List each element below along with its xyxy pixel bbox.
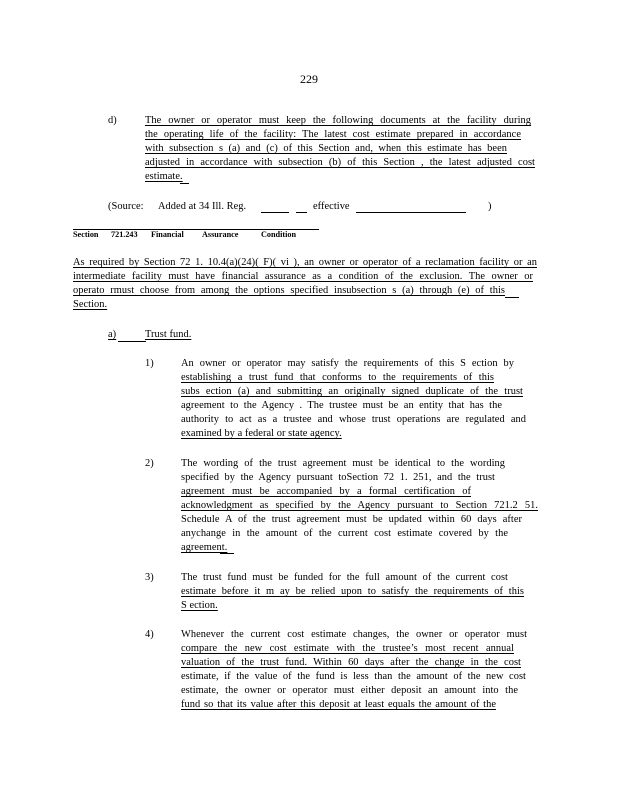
underline-segment <box>180 183 189 184</box>
section-heading <box>73 229 319 239</box>
intro-line: Section. <box>73 299 108 310</box>
item-line: specified by the Agency pursuant toSection 72 1. 251, and the trust <box>181 472 495 483</box>
section-word: Section <box>73 230 99 239</box>
underline-segment <box>505 297 519 298</box>
subsection-a-title: Trust fund. <box>145 329 192 340</box>
register-page-blank <box>296 212 307 213</box>
source-prefix: (Source: <box>108 201 144 212</box>
source-effective: effective <box>313 201 350 212</box>
item-line: Whenever the current cost estimate changes, the owner or operator must <box>181 629 527 640</box>
item-line: examined by a federal or state agency. <box>181 428 342 439</box>
section-title-word: Financial <box>151 230 184 239</box>
section-title-word: Assurance <box>202 230 239 239</box>
item-line: valuation of the trust fund. Within 60 days after the change in the cost <box>181 657 521 668</box>
item-line: compare the new cost estimate with the trustee’s most recent annual <box>181 643 514 654</box>
item-line: acknowledgment as specified by the Agency pursuant to Section 721.2 51. <box>181 500 538 511</box>
subsection-d-label: d) <box>108 115 117 126</box>
page-number: 229 <box>300 72 318 86</box>
intro-line: operato rmust choose from among the options specified insubsection s (a) through (e) of this <box>73 285 505 296</box>
register-volume-blank <box>261 212 289 213</box>
item-line: The trust fund must be funded for the full amount of the current cost <box>181 572 508 583</box>
item-4-label: 4) <box>145 629 154 640</box>
item-line: fund so that its value after this deposit at least equals the amount of the <box>181 699 496 710</box>
underline-segment <box>220 553 234 554</box>
section-title-word: Condition <box>261 230 297 239</box>
intro-line: intermediate facility must have financial assurance as a condition of the exclusion. The owner or <box>73 271 533 282</box>
intro-line: As required by Section 72 1. 10.4(a)(24)( F)( vi ), an owner or operator of a reclamation facility or an <box>73 257 537 268</box>
source-close: ) <box>488 201 492 212</box>
subsection-d-line: the operating life of the facility: The latest cost estimate prepared in accordance <box>145 129 521 140</box>
item-line: agreement to the Agency . The trustee must be an entity that has the <box>181 400 502 411</box>
subsection-a-label: a) <box>108 329 117 340</box>
item-line: The wording of the trust agreement must be identical to the wording <box>181 458 505 469</box>
item-line: Schedule A of the trust agreement must be updated within 60 days after <box>181 514 522 525</box>
effective-date-blank <box>356 212 466 213</box>
item-line: S ection. <box>181 600 218 611</box>
item-line: estimate, if the value of the fund is less than the amount of the new cost <box>181 671 526 682</box>
item-2-label: 2) <box>145 458 154 469</box>
item-line: estimate, the owner or operator must either deposit an amount into the <box>181 685 518 696</box>
source-added: Added at 34 Ill. Reg. <box>158 201 247 212</box>
item-line: anychange in the amount of the current cost estimate covered by the <box>181 528 508 539</box>
item-line: An owner or operator may satisfy the requirements of this S ection by <box>181 358 514 369</box>
section-number: 721.243 <box>111 230 138 239</box>
item-line: establishing a trust fund that conforms to the requirements of this <box>181 372 494 383</box>
item-line: agreement. <box>181 542 228 553</box>
item-line: authority to act as a trustee and whose trust operations are regulated and <box>181 414 526 425</box>
underline-segment <box>118 341 146 342</box>
subsection-d-line: with subsection s (a) and (c) of this Section and, when this estimate has been <box>145 143 507 154</box>
subsection-d-line: estimate. <box>145 171 183 182</box>
item-1-label: 1) <box>145 358 154 369</box>
subsection-d-line: adjusted in accordance with subsection (b) of this Section , the latest adjusted cost <box>145 157 535 168</box>
item-line: agreement must be accompanied by a formal certification of <box>181 486 471 497</box>
item-3-label: 3) <box>145 572 154 583</box>
item-line: subs ection (a) and submitting an originally signed duplicate of the trust <box>181 386 523 397</box>
item-line: estimate before it m ay be relied upon to satisfy the requirements of this <box>181 586 524 597</box>
subsection-d-line: The owner or operator must keep the following documents at the facility during <box>145 115 531 126</box>
